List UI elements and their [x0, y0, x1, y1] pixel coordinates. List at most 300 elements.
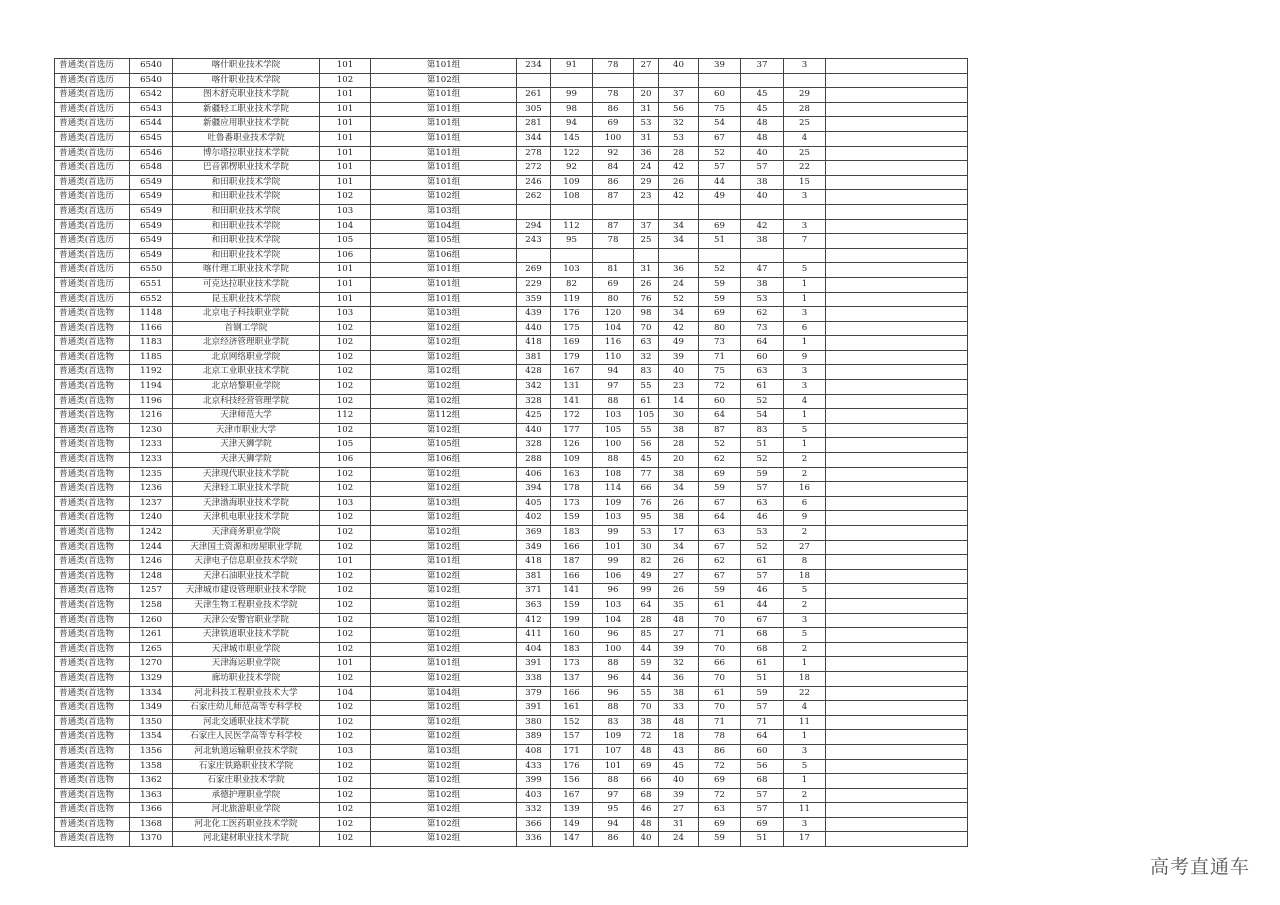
cell-rank: 4 [784, 394, 826, 409]
cell-english: 48 [634, 744, 659, 759]
cell-chemistry: 67 [699, 131, 741, 146]
cell-group-name: 第102组 [371, 569, 517, 584]
cell-school-name: 天津现代职业技术学院 [173, 467, 320, 482]
cell-category: 普通类(首选物 [55, 817, 130, 832]
table-row [55, 190, 968, 205]
cell-math: 109 [593, 496, 634, 511]
cell-group-code: 102 [320, 73, 371, 88]
cell-math: 100 [593, 438, 634, 453]
cell-english: 98 [634, 307, 659, 322]
cell-physics: 38 [659, 511, 699, 526]
cell-chemistry: 69 [699, 774, 741, 789]
cell-rank: 3 [784, 380, 826, 395]
cell-group-code: 103 [320, 496, 371, 511]
cell-biology [741, 248, 784, 263]
cell-remark [826, 350, 968, 365]
cell-chinese: 131 [551, 380, 593, 395]
table-row [55, 657, 968, 672]
cell-english: 53 [634, 526, 659, 541]
cell-chinese: 103 [551, 263, 593, 278]
cell-remark [826, 336, 968, 351]
cell-remark [826, 59, 968, 74]
cell-group-name: 第102组 [371, 511, 517, 526]
cell-school-code: 1358 [130, 759, 173, 774]
cell-rank: 1 [784, 336, 826, 351]
cell-chemistry: 59 [699, 292, 741, 307]
cell-remark [826, 526, 968, 541]
cell-chemistry [699, 73, 741, 88]
cell-english [634, 204, 659, 219]
cell-max-score: 425 [517, 409, 551, 424]
cell-school-code: 1265 [130, 642, 173, 657]
cell-physics: 39 [659, 788, 699, 803]
cell-math: 114 [593, 482, 634, 497]
cell-school-code: 6549 [130, 190, 173, 205]
cell-school-code: 1237 [130, 496, 173, 511]
cell-math [593, 248, 634, 263]
cell-school-code: 6540 [130, 59, 173, 74]
cell-rank: 18 [784, 671, 826, 686]
cell-school-name: 天津渤海职业技术学院 [173, 496, 320, 511]
cell-remark [826, 423, 968, 438]
cell-max-score: 366 [517, 817, 551, 832]
cell-chinese: 139 [551, 803, 593, 818]
cell-english: 63 [634, 336, 659, 351]
cell-physics: 43 [659, 744, 699, 759]
cell-math: 110 [593, 350, 634, 365]
cell-chinese: 163 [551, 467, 593, 482]
cell-group-code: 102 [320, 321, 371, 336]
cell-group-code: 102 [320, 540, 371, 555]
cell-max-score: 439 [517, 307, 551, 322]
cell-group-name: 第102组 [371, 598, 517, 613]
table-row [55, 161, 968, 176]
cell-physics: 40 [659, 365, 699, 380]
cell-max-score: 328 [517, 438, 551, 453]
cell-school-name: 河北化工医药职业技术学院 [173, 817, 320, 832]
cell-school-name: 天津铁道职业技术学院 [173, 628, 320, 643]
cell-biology: 68 [741, 628, 784, 643]
cell-group-name: 第102组 [371, 613, 517, 628]
cell-english: 66 [634, 482, 659, 497]
table-row [55, 423, 968, 438]
cell-english: 76 [634, 292, 659, 307]
cell-school-code: 6549 [130, 234, 173, 249]
cell-school-code: 1166 [130, 321, 173, 336]
cell-group-code: 101 [320, 175, 371, 190]
cell-biology: 73 [741, 321, 784, 336]
cell-group-code: 102 [320, 482, 371, 497]
cell-physics [659, 248, 699, 263]
cell-school-code: 6542 [130, 88, 173, 103]
cell-physics: 48 [659, 715, 699, 730]
cell-physics: 52 [659, 292, 699, 307]
cell-group-name: 第101组 [371, 263, 517, 278]
table-row [55, 365, 968, 380]
cell-group-name: 第101组 [371, 102, 517, 117]
cell-chinese: 166 [551, 686, 593, 701]
cell-school-code: 1370 [130, 832, 173, 847]
cell-chemistry: 87 [699, 423, 741, 438]
cell-english: 48 [634, 817, 659, 832]
cell-english: 59 [634, 657, 659, 672]
cell-english: 99 [634, 584, 659, 599]
cell-group-name: 第101组 [371, 131, 517, 146]
cell-rank: 1 [784, 292, 826, 307]
cell-group-code: 102 [320, 380, 371, 395]
cell-chinese: 177 [551, 423, 593, 438]
cell-category: 普通类(首选历 [55, 73, 130, 88]
cell-school-code: 6549 [130, 219, 173, 234]
cell-rank [784, 248, 826, 263]
cell-remark [826, 613, 968, 628]
cell-max-score: 371 [517, 584, 551, 599]
table-row [55, 526, 968, 541]
cell-group-name: 第102组 [371, 526, 517, 541]
cell-biology: 54 [741, 409, 784, 424]
cell-group-code: 102 [320, 526, 371, 541]
cell-biology: 63 [741, 496, 784, 511]
cell-remark [826, 73, 968, 88]
cell-english: 25 [634, 234, 659, 249]
cell-chemistry: 59 [699, 277, 741, 292]
cell-max-score: 246 [517, 175, 551, 190]
cell-biology: 57 [741, 569, 784, 584]
cell-physics: 32 [659, 117, 699, 132]
cell-group-code: 101 [320, 263, 371, 278]
cell-school-name: 天津轻工职业技术学院 [173, 482, 320, 497]
cell-biology: 64 [741, 730, 784, 745]
cell-biology: 52 [741, 394, 784, 409]
cell-english: 66 [634, 774, 659, 789]
cell-rank: 5 [784, 423, 826, 438]
cell-english: 40 [634, 832, 659, 847]
cell-max-score: 332 [517, 803, 551, 818]
cell-biology: 57 [741, 803, 784, 818]
cell-group-name: 第102组 [371, 788, 517, 803]
cell-max-score: 411 [517, 628, 551, 643]
cell-remark [826, 701, 968, 716]
cell-physics: 26 [659, 496, 699, 511]
cell-math: 100 [593, 131, 634, 146]
cell-chemistry: 60 [699, 394, 741, 409]
cell-school-code: 6544 [130, 117, 173, 132]
cell-english: 61 [634, 394, 659, 409]
table-body [55, 59, 968, 847]
table-row [55, 292, 968, 307]
cell-group-code: 102 [320, 803, 371, 818]
cell-max-score: 418 [517, 555, 551, 570]
cell-chinese: 126 [551, 438, 593, 453]
cell-english: 44 [634, 642, 659, 657]
cell-group-name: 第112组 [371, 409, 517, 424]
table-row [55, 555, 968, 570]
cell-math: 87 [593, 190, 634, 205]
cell-physics: 33 [659, 701, 699, 716]
cell-remark [826, 380, 968, 395]
cell-chemistry: 69 [699, 467, 741, 482]
cell-rank: 25 [784, 117, 826, 132]
cell-school-name: 天津国土资源和房屋职业学院 [173, 540, 320, 555]
cell-school-code: 6551 [130, 277, 173, 292]
cell-chinese: 141 [551, 584, 593, 599]
cell-rank: 1 [784, 730, 826, 745]
cell-school-code: 1235 [130, 467, 173, 482]
cell-max-score: 394 [517, 482, 551, 497]
cell-math: 86 [593, 832, 634, 847]
cell-chemistry: 72 [699, 759, 741, 774]
cell-rank: 5 [784, 263, 826, 278]
table-row [55, 248, 968, 263]
cell-school-code: 1270 [130, 657, 173, 672]
cell-max-score: 402 [517, 511, 551, 526]
cell-chemistry: 70 [699, 613, 741, 628]
cell-remark [826, 803, 968, 818]
cell-rank: 3 [784, 365, 826, 380]
cell-max-score [517, 73, 551, 88]
cell-group-name: 第105组 [371, 438, 517, 453]
cell-group-name: 第102组 [371, 759, 517, 774]
cell-category: 普通类(首选物 [55, 307, 130, 322]
cell-rank: 1 [784, 277, 826, 292]
table-row [55, 307, 968, 322]
cell-school-code: 1261 [130, 628, 173, 643]
cell-school-name: 喀什职业技术学院 [173, 59, 320, 74]
cell-remark [826, 671, 968, 686]
table-row [55, 788, 968, 803]
cell-school-name: 新疆应用职业技术学院 [173, 117, 320, 132]
cell-chinese: 108 [551, 190, 593, 205]
cell-rank: 29 [784, 88, 826, 103]
cell-category: 普通类(首选物 [55, 511, 130, 526]
cell-rank: 28 [784, 102, 826, 117]
cell-english: 70 [634, 321, 659, 336]
cell-group-code: 102 [320, 730, 371, 745]
cell-max-score: 363 [517, 598, 551, 613]
cell-chinese: 172 [551, 409, 593, 424]
cell-group-name: 第102组 [371, 715, 517, 730]
cell-biology: 71 [741, 715, 784, 730]
cell-category: 普通类(首选物 [55, 584, 130, 599]
cell-math: 96 [593, 671, 634, 686]
cell-english: 82 [634, 555, 659, 570]
cell-group-code: 102 [320, 190, 371, 205]
cell-biology: 42 [741, 219, 784, 234]
cell-chemistry: 64 [699, 409, 741, 424]
cell-remark [826, 204, 968, 219]
cell-remark [826, 467, 968, 482]
cell-chinese: 183 [551, 526, 593, 541]
cell-school-name: 图木舒克职业技术学院 [173, 88, 320, 103]
table-row [55, 131, 968, 146]
cell-school-name: 河北旅游职业学院 [173, 803, 320, 818]
cell-biology: 57 [741, 482, 784, 497]
cell-remark [826, 569, 968, 584]
cell-max-score: 418 [517, 336, 551, 351]
cell-group-name: 第102组 [371, 774, 517, 789]
cell-category: 普通类(首选物 [55, 759, 130, 774]
cell-category: 普通类(首选历 [55, 117, 130, 132]
cell-school-code: 1240 [130, 511, 173, 526]
cell-max-score: 234 [517, 59, 551, 74]
cell-chemistry: 75 [699, 102, 741, 117]
cell-category: 普通类(首选物 [55, 628, 130, 643]
cell-remark [826, 277, 968, 292]
cell-physics: 34 [659, 219, 699, 234]
cell-school-code: 1349 [130, 701, 173, 716]
cell-school-name: 天津生物工程职业技术学院 [173, 598, 320, 613]
cell-chinese: 160 [551, 628, 593, 643]
cell-rank: 2 [784, 598, 826, 613]
cell-physics: 27 [659, 628, 699, 643]
cell-math: 109 [593, 730, 634, 745]
cell-biology: 57 [741, 788, 784, 803]
cell-school-code: 1356 [130, 744, 173, 759]
cell-english: 24 [634, 161, 659, 176]
cell-chemistry: 52 [699, 263, 741, 278]
cell-physics: 36 [659, 263, 699, 278]
cell-school-name: 天津市职业大学 [173, 423, 320, 438]
cell-chinese: 178 [551, 482, 593, 497]
cell-remark [826, 307, 968, 322]
cell-remark [826, 496, 968, 511]
cell-group-name: 第102组 [371, 467, 517, 482]
cell-physics: 32 [659, 657, 699, 672]
cell-group-code: 101 [320, 292, 371, 307]
cell-remark [826, 730, 968, 745]
cell-biology [741, 73, 784, 88]
table-row [55, 540, 968, 555]
cell-category: 普通类(首选物 [55, 671, 130, 686]
cell-rank: 17 [784, 832, 826, 847]
cell-school-name: 北京经济管理职业学院 [173, 336, 320, 351]
cell-chinese: 94 [551, 117, 593, 132]
cell-group-code: 101 [320, 161, 371, 176]
cell-group-name: 第102组 [371, 380, 517, 395]
cell-chinese: 176 [551, 759, 593, 774]
cell-math: 99 [593, 555, 634, 570]
cell-group-code: 102 [320, 394, 371, 409]
table-row [55, 146, 968, 161]
cell-math: 94 [593, 817, 634, 832]
cell-school-name: 昆玉职业技术学院 [173, 292, 320, 307]
table-row [55, 263, 968, 278]
cell-group-code: 102 [320, 701, 371, 716]
cell-max-score: 389 [517, 730, 551, 745]
cell-rank: 22 [784, 161, 826, 176]
cell-remark [826, 131, 968, 146]
cell-category: 普通类(首选物 [55, 555, 130, 570]
cell-school-name: 天津电子信息职业技术学院 [173, 555, 320, 570]
cell-physics: 49 [659, 336, 699, 351]
cell-physics: 26 [659, 584, 699, 599]
cell-chemistry: 61 [699, 598, 741, 613]
cell-biology: 44 [741, 598, 784, 613]
cell-group-name: 第104组 [371, 686, 517, 701]
cell-remark [826, 190, 968, 205]
cell-biology: 60 [741, 350, 784, 365]
cell-english: 23 [634, 190, 659, 205]
cell-school-name: 新疆轻工职业技术学院 [173, 102, 320, 117]
cell-math: 94 [593, 365, 634, 380]
cell-rank: 5 [784, 628, 826, 643]
cell-remark [826, 161, 968, 176]
cell-physics: 30 [659, 409, 699, 424]
table-row [55, 613, 968, 628]
cell-biology: 38 [741, 277, 784, 292]
cell-group-name: 第101组 [371, 146, 517, 161]
cell-math: 86 [593, 175, 634, 190]
cell-max-score: 281 [517, 117, 551, 132]
cell-chemistry: 57 [699, 161, 741, 176]
table-row [55, 59, 968, 74]
cell-school-name: 石家庄人民医学高等专科学校 [173, 730, 320, 745]
cell-chinese: 91 [551, 59, 593, 74]
cell-group-code: 102 [320, 817, 371, 832]
cell-rank: 16 [784, 482, 826, 497]
cell-group-code: 101 [320, 102, 371, 117]
cell-math: 88 [593, 774, 634, 789]
cell-chemistry: 69 [699, 307, 741, 322]
cell-category: 普通类(首选物 [55, 715, 130, 730]
cell-biology: 48 [741, 131, 784, 146]
cell-english: 31 [634, 131, 659, 146]
cell-chemistry: 80 [699, 321, 741, 336]
cell-max-score: 380 [517, 715, 551, 730]
cell-category: 普通类(首选历 [55, 204, 130, 219]
cell-physics: 42 [659, 321, 699, 336]
cell-max-score: 440 [517, 321, 551, 336]
cell-physics: 18 [659, 730, 699, 745]
cell-chinese: 122 [551, 146, 593, 161]
cell-school-code: 1242 [130, 526, 173, 541]
cell-english: 26 [634, 277, 659, 292]
cell-remark [826, 584, 968, 599]
cell-chinese: 149 [551, 817, 593, 832]
cell-chinese: 145 [551, 131, 593, 146]
cell-max-score: 408 [517, 744, 551, 759]
cell-category: 普通类(首选历 [55, 175, 130, 190]
table-row [55, 336, 968, 351]
cell-english: 20 [634, 88, 659, 103]
cell-max-score: 399 [517, 774, 551, 789]
cell-remark [826, 394, 968, 409]
cell-group-code: 101 [320, 657, 371, 672]
cell-biology: 51 [741, 671, 784, 686]
cell-group-code: 102 [320, 569, 371, 584]
cell-chemistry: 70 [699, 642, 741, 657]
cell-remark [826, 511, 968, 526]
cell-english: 44 [634, 671, 659, 686]
cell-math: 101 [593, 759, 634, 774]
cell-chinese: 147 [551, 832, 593, 847]
cell-math: 96 [593, 628, 634, 643]
cell-physics: 42 [659, 190, 699, 205]
cell-school-name: 北京网络职业学院 [173, 350, 320, 365]
cell-remark [826, 744, 968, 759]
cell-chinese: 159 [551, 598, 593, 613]
cell-school-code: 1183 [130, 336, 173, 351]
cell-chemistry: 59 [699, 584, 741, 599]
cell-max-score: 381 [517, 569, 551, 584]
cell-group-code: 112 [320, 409, 371, 424]
cell-biology: 61 [741, 380, 784, 395]
cell-english: 53 [634, 117, 659, 132]
cell-biology: 51 [741, 438, 784, 453]
cell-group-name: 第102组 [371, 365, 517, 380]
cell-remark [826, 263, 968, 278]
cell-physics: 34 [659, 234, 699, 249]
